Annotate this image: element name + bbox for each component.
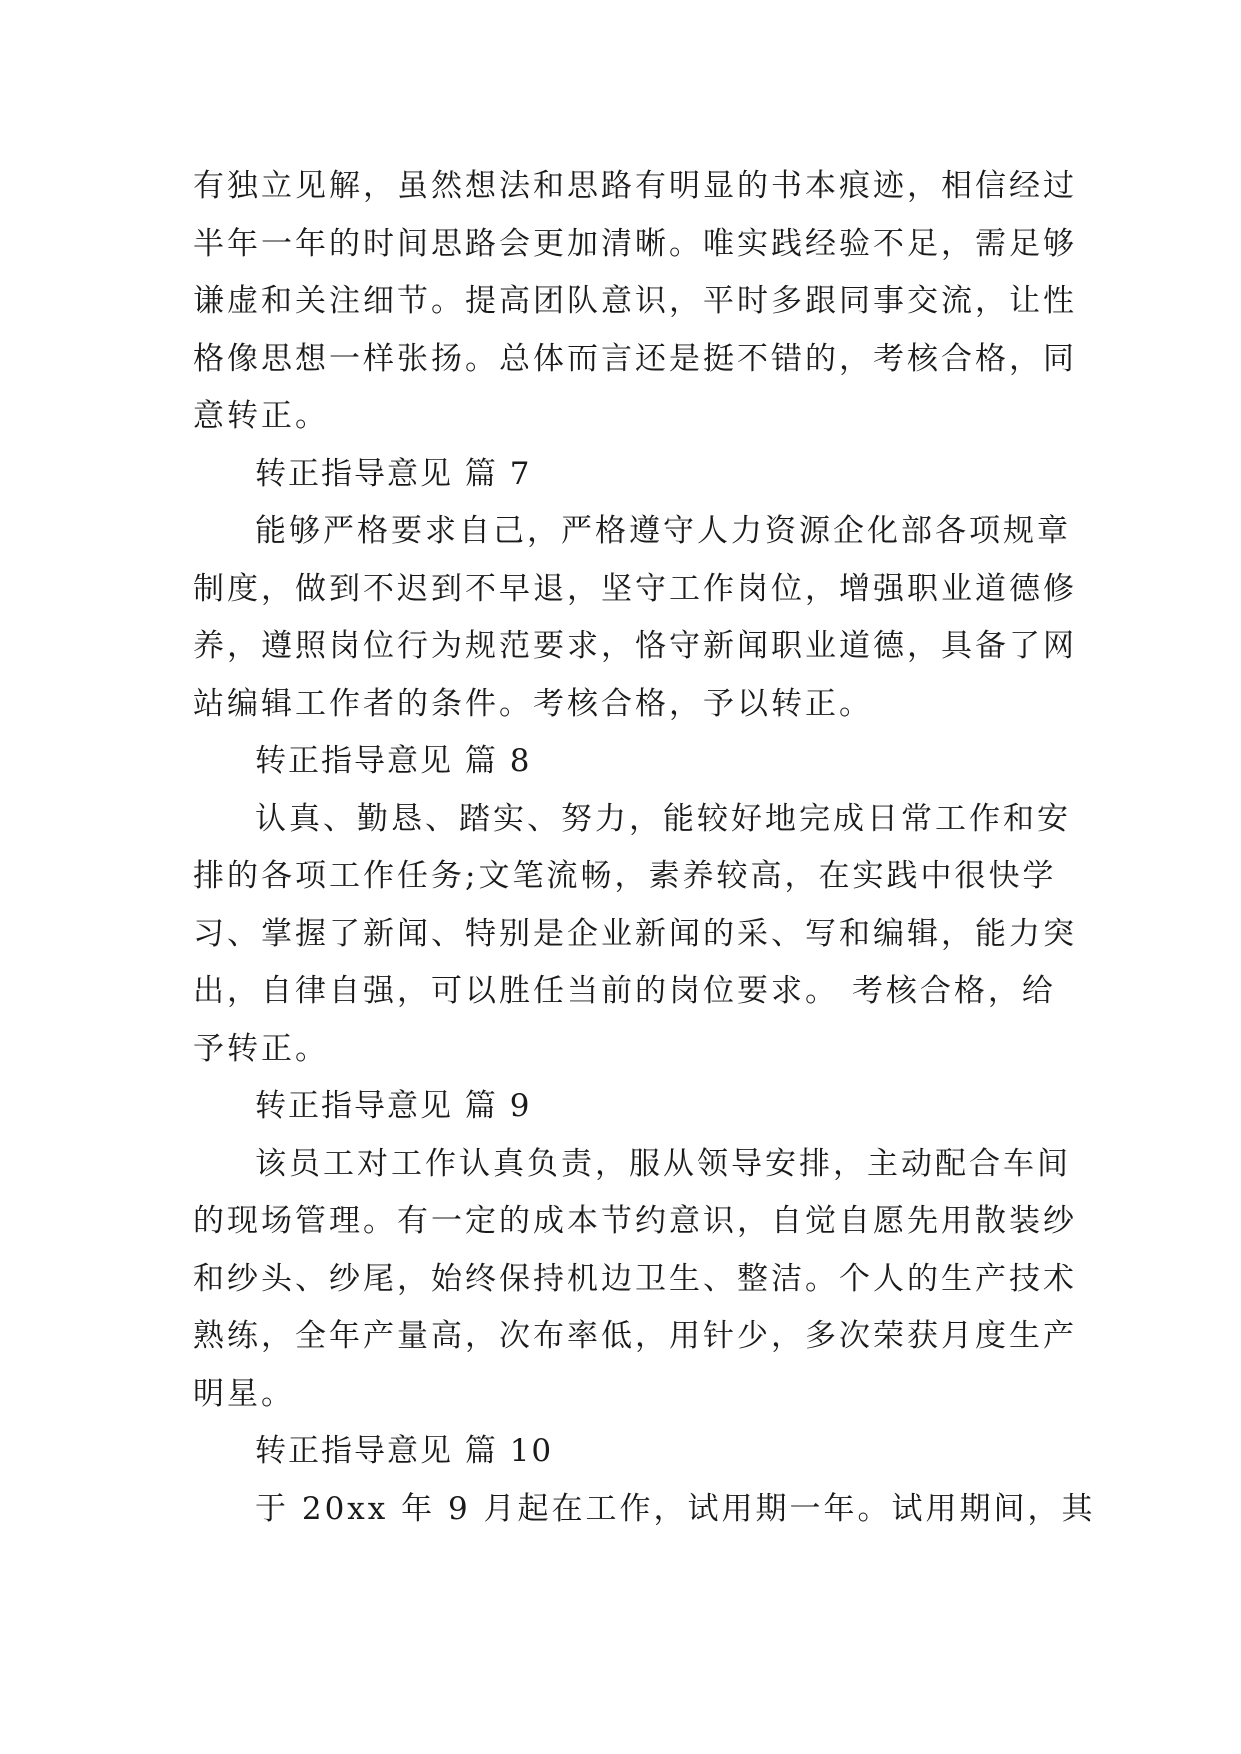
- paragraph-line: 制度，做到不迟到不早退，坚守工作岗位，增强职业道德修: [193, 570, 1077, 607]
- section-heading: 转正指导意见 篇 10: [255, 1433, 554, 1469]
- paragraph-line: 该员工对工作认真负责，服从领导安排，主动配合车间: [255, 1145, 1071, 1182]
- paragraph-7: [193, 503, 1077, 733]
- paragraph-line: 半年一年的时间思路会更加清晰。唯实践经验不足，需足够: [193, 225, 1077, 262]
- paragraph-10: [193, 1481, 1096, 1539]
- paragraph-line: 熟练，全年产量高，次布率低，用针少，多次荣获月度生产: [193, 1318, 1077, 1354]
- paragraph-line: 有独立见解，虽然想法和思路有明显的书本痕迹，相信经过: [193, 168, 1077, 204]
- paragraph-line: 明星。: [193, 1375, 295, 1412]
- paragraph-line: 和纱头、纱尾，始终保持机边卫生、整洁。个人的生产技术: [193, 1260, 1077, 1297]
- paragraph-line: 能够严格要求自己，严格遵守人力资源企化部各项规章: [255, 513, 1071, 549]
- paragraph-continuation: [193, 158, 1077, 446]
- paragraph-line: 习、掌握了新闻、特别是企业新闻的采、写和编辑，能力突: [193, 915, 1077, 952]
- paragraph-8: [193, 791, 1077, 1079]
- section-heading: 转正指导意见 篇 7: [255, 455, 532, 492]
- paragraph-line: 站编辑工作者的条件。考核合格，予以转正。: [193, 685, 873, 722]
- paragraph-9: [193, 1136, 1077, 1424]
- paragraph-line: 谦虚和关注细节。提高团队意识，平时多跟同事交流，让性: [193, 283, 1077, 319]
- document-page: [193, 158, 1096, 1538]
- paragraph-line: 认真、勤恳、踏实、努力，能较好地完成日常工作和安: [255, 800, 1071, 837]
- paragraph-line: 养，遵照岗位行为规范要求，恪守新闻职业道德，具备了网: [193, 628, 1077, 664]
- paragraph-line: 予转正。: [193, 1030, 329, 1067]
- paragraph-line: 于 20xx 年 9 月起在工作，试用期一年。试用期间，其: [255, 1490, 1096, 1527]
- paragraph-line: 格像思想一样张扬。总体而言还是挺不错的，考核合格，同: [193, 340, 1077, 377]
- paragraph-line: 意转正。: [193, 398, 329, 434]
- section-heading: 转正指导意见 篇 8: [255, 743, 532, 779]
- paragraph-line: 排的各项工作任务;文笔流畅，素养较高，在实践中很快学: [193, 858, 1057, 894]
- section-heading: 转正指导意见 篇 9: [255, 1088, 532, 1124]
- paragraph-line: 出，自律自强，可以胜任当前的岗位要求。 考核合格，给: [193, 973, 1056, 1009]
- paragraph-line: 的现场管理。有一定的成本节约意识，自觉自愿先用散装纱: [193, 1203, 1077, 1239]
